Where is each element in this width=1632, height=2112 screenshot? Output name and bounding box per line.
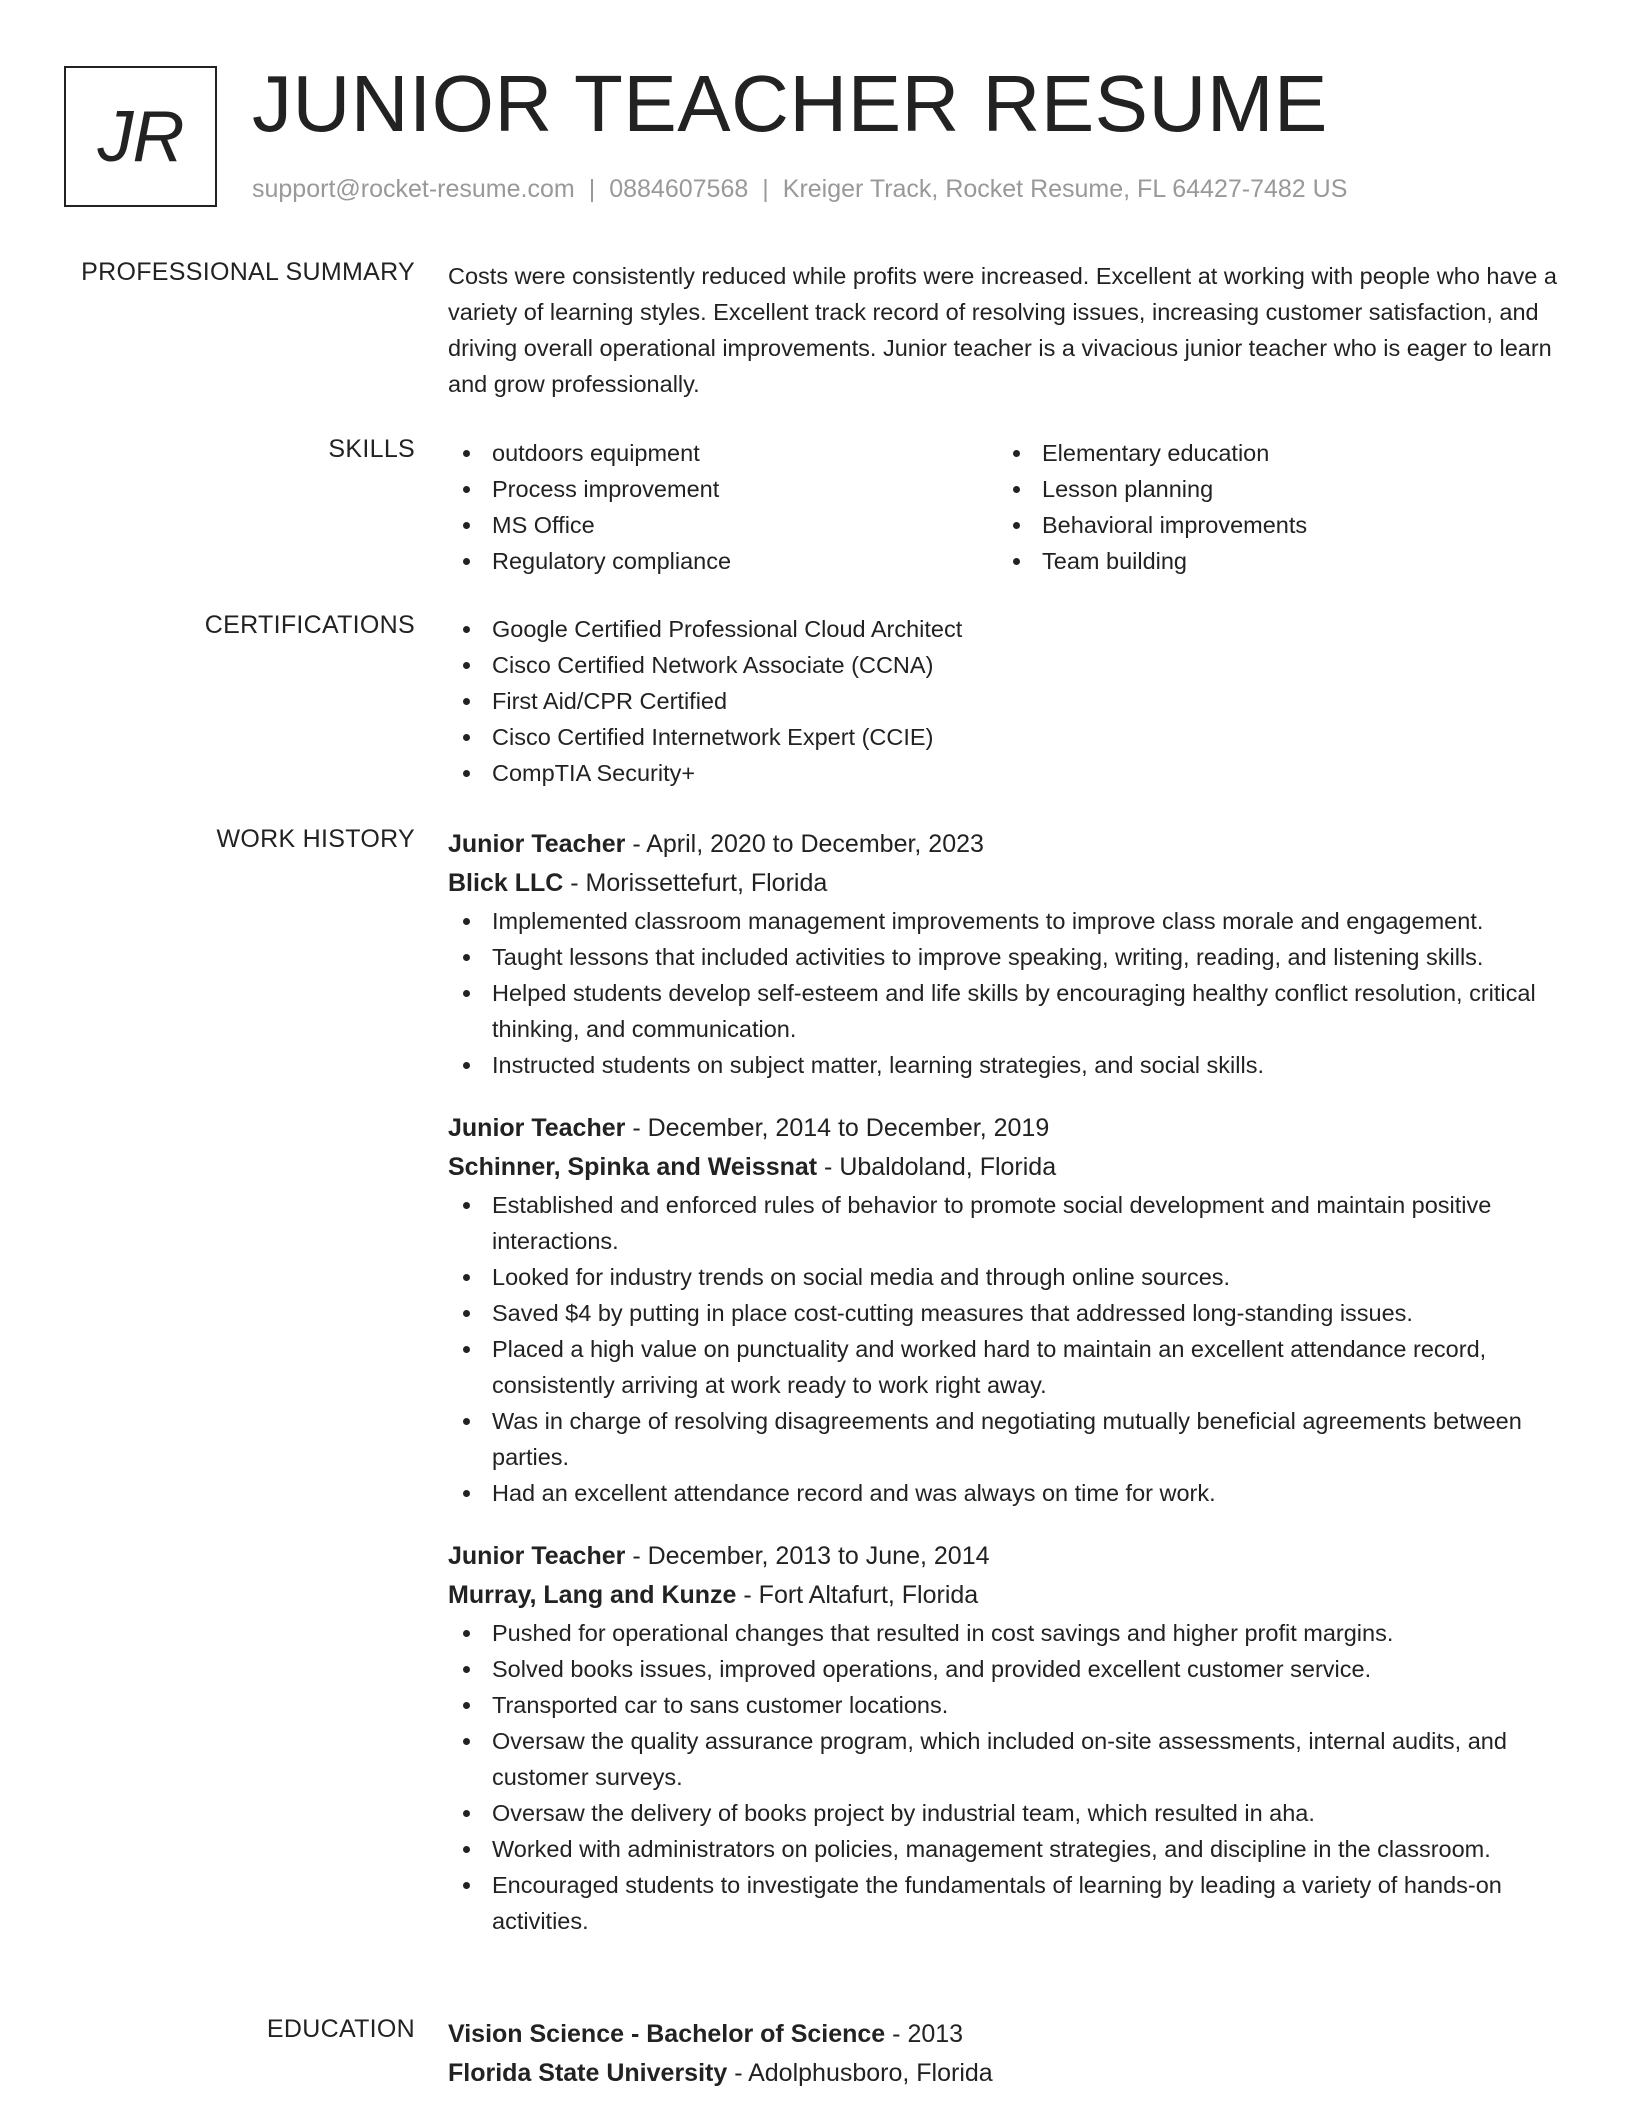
job-dates: December, 2014 to December, 2019	[647, 1114, 1050, 1142]
job-role: Junior Teacher	[448, 1542, 626, 1570]
skill-item: Elementary education	[998, 435, 1548, 471]
skill-item: outdoors equipment	[448, 435, 998, 471]
certification-item: CompTIA Security+	[448, 755, 1568, 791]
education-year: 2013	[907, 2020, 964, 2048]
education-degree: Vision Science - Bachelor of Science	[448, 2020, 886, 2048]
certification-item: Google Certified Professional Cloud Architect	[448, 611, 1568, 647]
job-company: Blick LLC	[448, 869, 564, 897]
duty-item: Instructed students on subject matter, learning strategies, and social skills.	[448, 1047, 1568, 1083]
education-body	[448, 2015, 1568, 2093]
duty-item: Helped students develop self-esteem and life skills by encouraging healthy conflict resolution, critical thinking, and communication.	[448, 975, 1568, 1047]
job-duties	[448, 903, 1568, 1083]
summary-text: Costs were consistently reduced while profits were increased. Excellent at working with people who have a variety of learning styles. Excellent track record of resolving issues, increasing customer satisfaction, and driving overall operational improvements. Junior teacher is a vivacious junior teacher who is eager to learn and grow professionally.	[448, 263, 1557, 397]
duty-item: Established and enforced rules of behavior to promote social development and maintain positive interactions.	[448, 1187, 1568, 1259]
certifications-body	[448, 611, 1568, 791]
skill-item: Process improvement	[448, 471, 998, 507]
education-school-line: Florida State University - Adolphusboro, Florida	[448, 2059, 993, 2087]
certification-item: Cisco Certified Network Associate (CCNA)	[448, 647, 1568, 683]
duty-item: Oversaw the delivery of books project by industrial team, which resulted in aha.	[448, 1795, 1568, 1831]
duty-item: Solved books issues, improved operations, and provided excellent customer service.	[448, 1651, 1568, 1687]
job-duties	[448, 1187, 1568, 1511]
work-history-body	[448, 825, 1568, 1939]
contact-address: Kreiger Track, Rocket Resume, FL 64427-7482 US	[782, 175, 1348, 203]
job-location: Ubaldoland, Florida	[839, 1153, 1057, 1181]
job-title-line: Junior Teacher - December, 2014 to December, 2019	[448, 1114, 1050, 1142]
monogram-initials: JR	[97, 96, 184, 177]
duty-item: Pushed for operational changes that resulted in cost savings and higher profit margins.	[448, 1615, 1568, 1651]
job-role: Junior Teacher	[448, 830, 626, 858]
job-title-line: Junior Teacher - December, 2013 to June, 2014	[448, 1542, 990, 1570]
skill-item: Team building	[998, 543, 1548, 579]
job-title-line: Junior Teacher - April, 2020 to December, 2023	[448, 830, 984, 858]
job-entry	[448, 1537, 1568, 1939]
job-company-line: Blick LLC - Morissettefurt, Florida	[448, 869, 828, 897]
job-company-line: Murray, Lang and Kunze - Fort Altafurt, Florida	[448, 1581, 979, 1609]
contact-separator: |	[588, 175, 596, 203]
education-school: Florida State University	[448, 2059, 728, 2087]
job-company: Schinner, Spinka and Weissnat	[448, 1153, 818, 1181]
resume-title: JUNIOR TEACHER RESUME	[252, 59, 1328, 148]
contact-email: support@rocket-resume.com	[252, 175, 575, 203]
education-degree-line: Vision Science - Bachelor of Science - 2013	[448, 2020, 964, 2048]
duty-item: Transported car to sans customer locations.	[448, 1687, 1568, 1723]
section-label-summary: PROFESSIONAL SUMMARY	[81, 258, 415, 286]
section-label-work-history: WORK HISTORY	[216, 825, 415, 853]
section-label-skills: SKILLS	[328, 435, 415, 463]
summary-body	[448, 258, 1558, 402]
duty-item: Encouraged students to investigate the fundamentals of learning by leading a variety of hands-on activities.	[448, 1867, 1568, 1939]
duty-item: Worked with administrators on policies, management strategies, and discipline in the classroom.	[448, 1831, 1568, 1867]
contact-line	[252, 175, 1347, 204]
job-entry	[448, 1109, 1568, 1511]
skills-column-left	[448, 435, 998, 579]
duty-item: Was in charge of resolving disagreements and negotiating mutually beneficial agreements between parties.	[448, 1403, 1568, 1475]
job-company: Murray, Lang and Kunze	[448, 1581, 737, 1609]
duty-item: Placed a high value on punctuality and worked hard to maintain an excellent attendance record, consistently arriving at work ready to work right away.	[448, 1331, 1568, 1403]
skill-item: Lesson planning	[998, 471, 1548, 507]
skills-grid	[448, 435, 1568, 579]
job-duties	[448, 1615, 1568, 1939]
section-label-education: EDUCATION	[266, 2015, 415, 2043]
monogram-box	[64, 66, 217, 207]
section-label-certifications: CERTIFICATIONS	[204, 611, 415, 639]
certification-item: Cisco Certified Internetwork Expert (CCIE)	[448, 719, 1568, 755]
duty-item: Oversaw the quality assurance program, which included on-site assessments, internal audits, and customer surveys.	[448, 1723, 1568, 1795]
contact-phone: 0884607568	[609, 175, 749, 203]
duty-item: Had an excellent attendance record and was always on time for work.	[448, 1475, 1568, 1511]
job-company-line: Schinner, Spinka and Weissnat - Ubaldoland, Florida	[448, 1153, 1057, 1181]
job-location: Morissettefurt, Florida	[585, 869, 828, 897]
duty-item: Taught lessons that included activities to improve speaking, writing, reading, and listening skills.	[448, 939, 1568, 975]
job-dates: April, 2020 to December, 2023	[646, 830, 984, 858]
duty-item: Saved $4 by putting in place cost-cutting measures that addressed long-standing issues.	[448, 1295, 1568, 1331]
certification-item: First Aid/CPR Certified	[448, 683, 1568, 719]
duty-item: Implemented classroom management improvements to improve class morale and engagement.	[448, 903, 1568, 939]
job-entry	[448, 825, 1568, 1083]
duty-item: Looked for industry trends on social media and through online sources.	[448, 1259, 1568, 1295]
skill-item: Regulatory compliance	[448, 543, 998, 579]
job-location: Fort Altafurt, Florida	[758, 1581, 979, 1609]
contact-separator: |	[762, 175, 769, 203]
skills-column-right	[998, 435, 1548, 579]
education-location: Adolphusboro, Florida	[748, 2059, 993, 2087]
skill-item: MS Office	[448, 507, 998, 543]
job-role: Junior Teacher	[448, 1114, 626, 1142]
skill-item: Behavioral improvements	[998, 507, 1548, 543]
job-dates: December, 2013 to June, 2014	[647, 1542, 990, 1570]
